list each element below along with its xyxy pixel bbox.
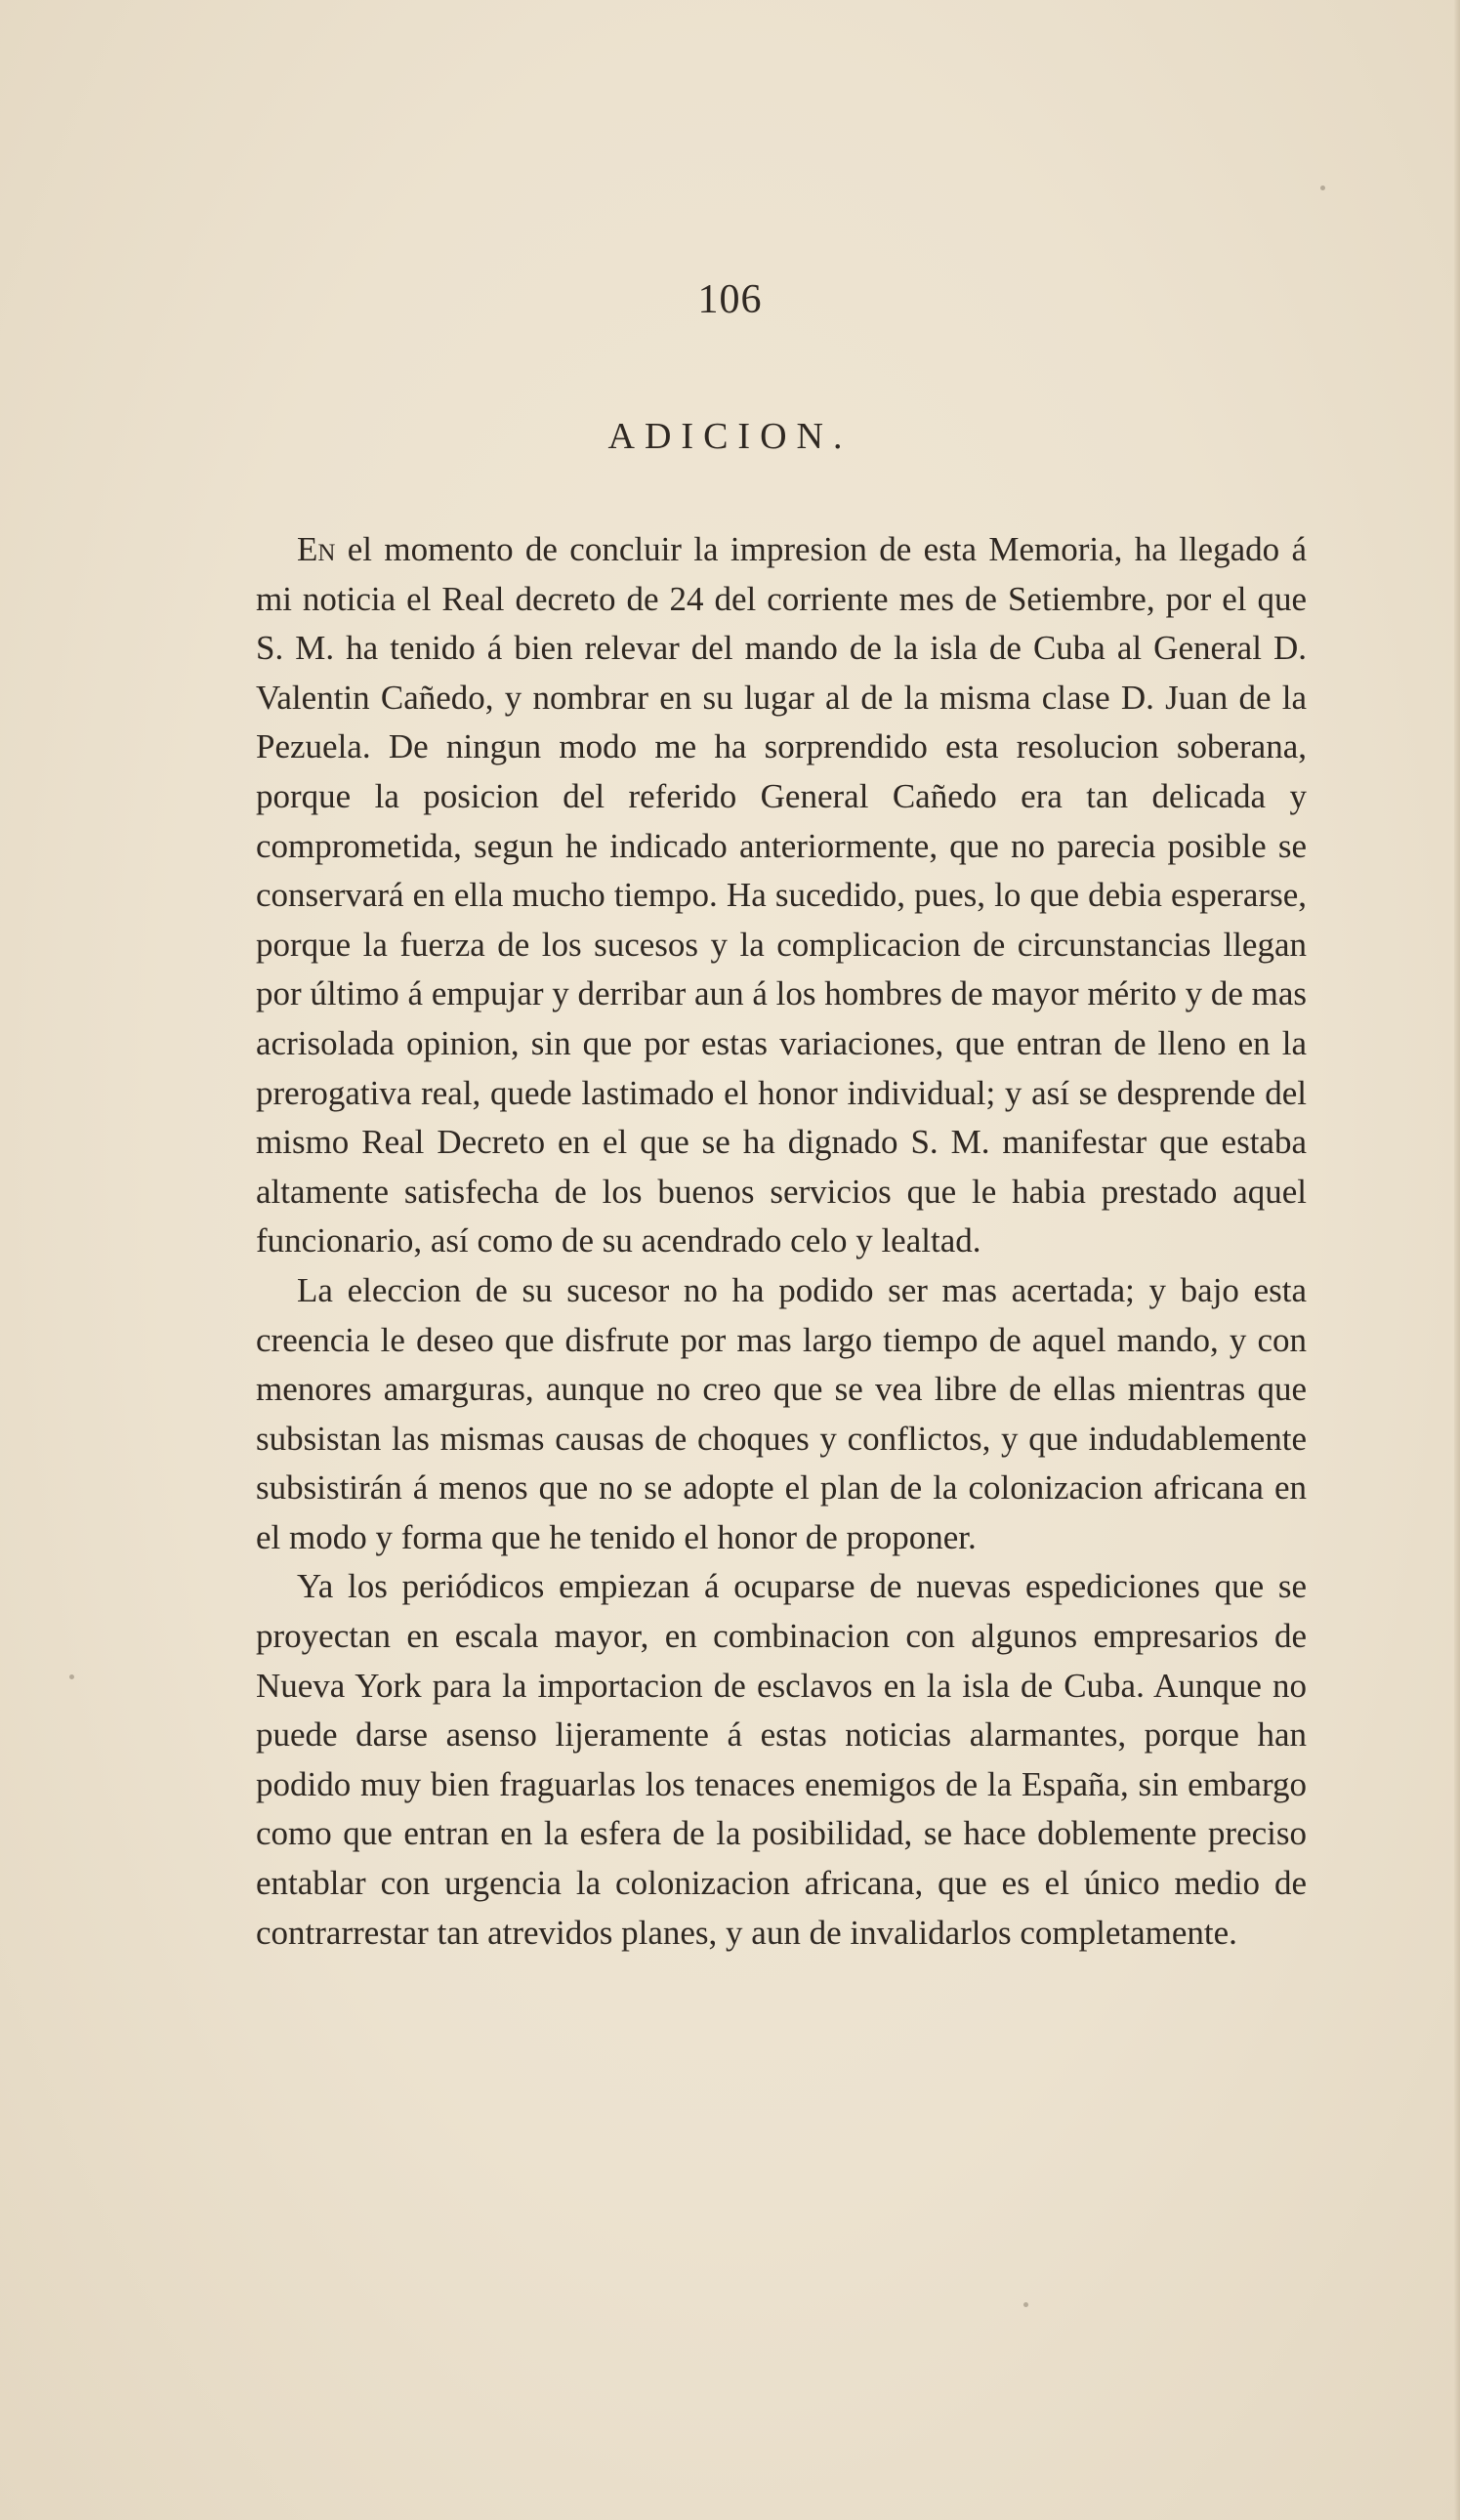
speck-mark (1023, 2302, 1028, 2307)
speck-mark (1320, 186, 1325, 190)
paragraph-text: La eleccion de su sucesor no ha podido ser mas acertada; y bajo esta creencia le deseo que disfrute por mas largo tiempo de aquel mando, y con menores amarguras, aunque no creo que se vea libre de ellas mientras que subsistan las mismas causas de choques y conflictos, y que indudablemente subsistirán á menos que no se adopte el plan de la colonizacion africana en el modo y forma que he tenido el honor de proponer. (256, 1270, 1307, 1556)
paragraph (256, 1562, 1307, 1958)
page-edge-shadow (1454, 0, 1460, 2520)
paragraph (256, 525, 1307, 1266)
paragraph-text: Ya los periódicos empiezan á ocuparse de nuevas espediciones que se proyectan en escala mayor, en combinacion con algunos empresarios de Nueva York para la importacion de esclavos en la isla de Cuba. Aunque no puede darse asenso lijeramente á estas noticias alarmantes, porque han podido muy bien fraguarlas los tenaces enemigos de la España, sin embargo como que entran en la esfera de la posibilidad, se hace doblemente preciso entablar con urgencia la colonizacion africana, que es el único medio de contrarrestar tan atrevidos planes, y aun de invalidarlos completamente. (256, 1567, 1307, 1952)
paragraph-text: el momento de concluir la impresion de esta Memoria, ha llegado á mi noticia el Real decreto de 24 del corriente mes de Setiembre, por el que S. M. ha tenido á bien relevar del mando de la isla de Cuba al General D. Valentin Cañedo, y nombrar en su lugar al de la misma clase D. Juan de la Pezuela. De ningun modo me ha sorprendido esta resolucion soberana, porque la posicion del referido General Cañedo era tan delicada y comprometida, segun he indicado anteriormente, que no parecia posible se conservará en ella mucho tiempo. Ha sucedido, pues, lo que debia esperarse, porque la fuerza de los sucesos y la complicacion de circunstancias llegan por último á empujar y derribar aun á los hombres de mayor mérito y de mas acrisolada opinion, sin que por estas variaciones, que entran de lleno en la prerogativa real, quede lastimado el honor individual; y así se desprende del mismo Real Decreto en el que se ha dignado S. M. manifestar que estaba altamente satisfecha de los buenos servicios que le habia prestado aquel funcionario, así como de su acendrado celo y lealtad. (256, 530, 1307, 1260)
speck-mark (69, 1674, 74, 1679)
page-number: 106 (697, 277, 763, 322)
section-heading: ADICION. (607, 416, 853, 457)
paragraph-lead-word: En (297, 530, 336, 568)
paragraph (256, 1266, 1307, 1563)
body-text (256, 525, 1307, 1958)
